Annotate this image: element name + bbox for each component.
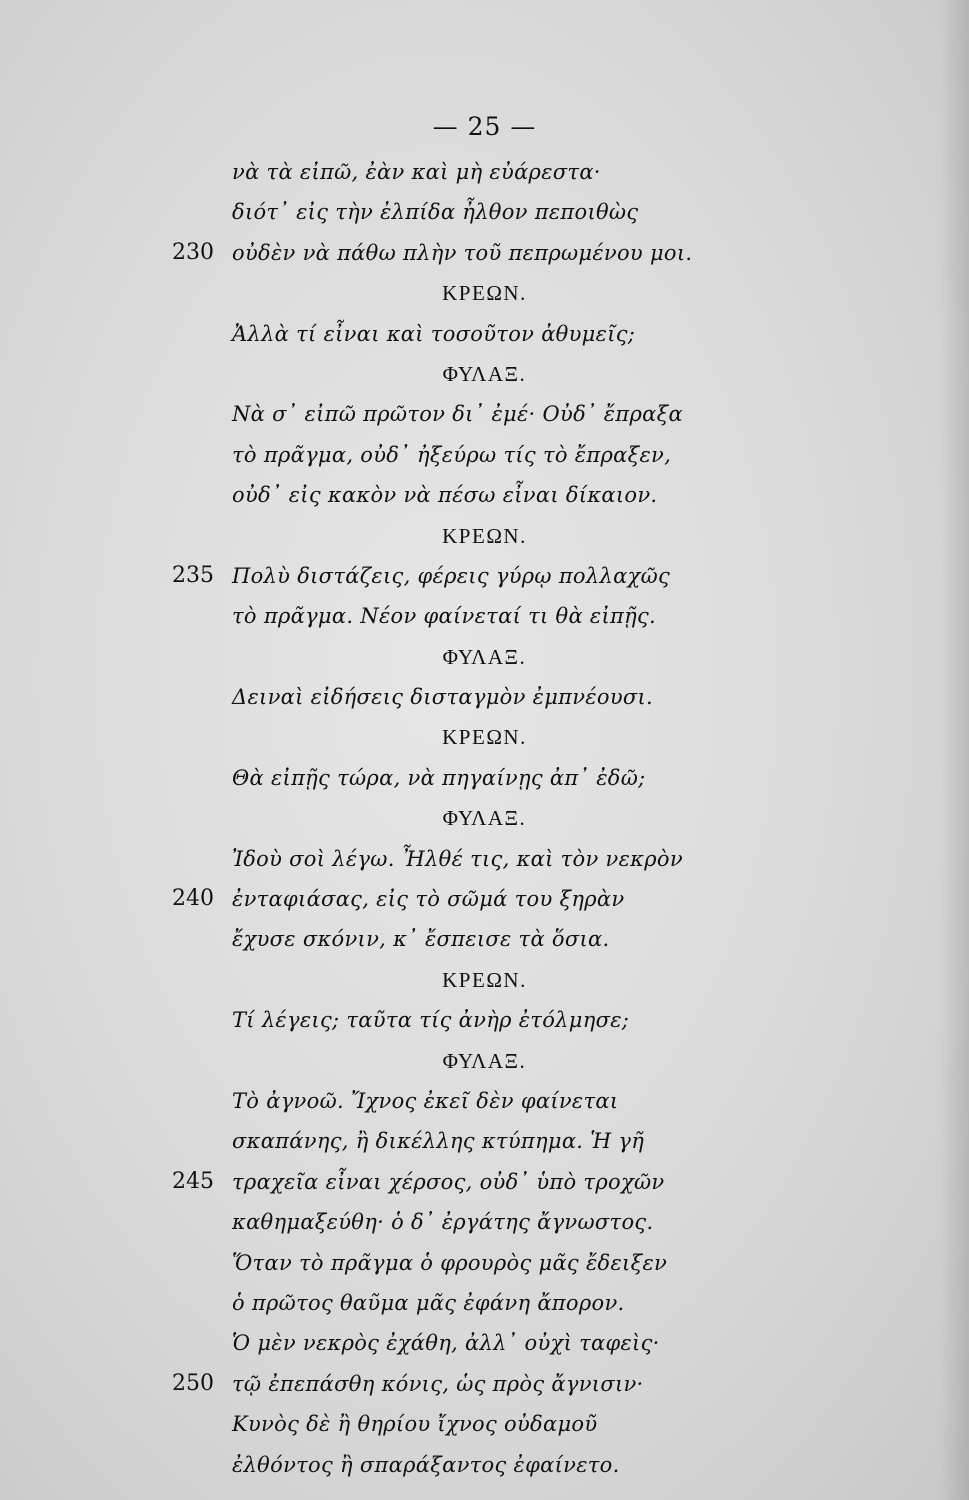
- speaker-line: [0, 798, 969, 838]
- verse-text: ἐνταφιάσας, εἰς τὸ σῶμά του ξηρὰν: [232, 887, 625, 912]
- speaker-line: [0, 637, 969, 677]
- verse-text: ἐλθόντος ἢ σπαράξαντος ἐφαίνετο.: [232, 1452, 620, 1477]
- speaker-line: [0, 516, 969, 556]
- verse-text: τῷ ἐπεπάσθη κόνις, ὡς πρὸς ἄγνισιν·: [232, 1371, 644, 1396]
- verse-text: Ἰδοὺ σοὶ λέγω. Ἦλθέ τις, καὶ τὸν νεκρὸν: [232, 846, 683, 871]
- verse-line: [0, 677, 969, 717]
- verse-line: [0, 919, 969, 959]
- verse-text: τὸ πρᾶγμα, οὐδ᾽ ἠξεύρω τίς τὸ ἔπραξεν,: [232, 442, 672, 467]
- speaker-line: [0, 354, 969, 394]
- verse-line: [0, 394, 969, 434]
- verse-text: Ὅταν τὸ πρᾶγμα ὁ φρουρὸς μᾶς ἔδειξεν: [232, 1250, 668, 1275]
- verse-text: διότ᾽ εἰς τὴν ἐλπίδα ἦλθον πεποιθὼς: [232, 200, 639, 225]
- verse-text: τραχεῖα εἶναι χέρσος, οὐδ᾽ ὑπὸ τροχῶν: [232, 1169, 665, 1194]
- verse-line: [0, 475, 969, 515]
- verse-text: ὁ πρῶτος θαῦμα μᾶς ἐφάνη ἄπορον.: [232, 1290, 625, 1315]
- verse-text: Ὁ μὲν νεκρὸς ἐχάθη, ἀλλ᾽ οὐχὶ ταφεὶς·: [232, 1331, 660, 1356]
- speaker-name: ΚΡΕΩΝ.: [442, 725, 527, 750]
- verse-line: [0, 758, 969, 798]
- verse-line: [0, 435, 969, 475]
- verse-line: [0, 1081, 969, 1121]
- verse-text: Κυνὸς δὲ ἢ θηρίου ἴχνος οὐδαμοῦ: [232, 1412, 598, 1437]
- verse-line: [0, 314, 969, 354]
- verse-line: [0, 1445, 969, 1485]
- verse-line: [0, 1364, 969, 1404]
- speaker-name: ΦΥΛΑΞ.: [442, 644, 527, 669]
- verse-text-body: [0, 152, 969, 1485]
- speaker-name: ΦΥΛΑΞ.: [442, 806, 527, 831]
- speaker-name: ΦΥΛΑΞ.: [442, 361, 527, 386]
- verse-text: οὐδὲν νὰ πάθω πλὴν τοῦ πεπρωμένου μοι.: [232, 240, 693, 265]
- verse-text: Ἀλλὰ τί εἶναι καὶ τοσοῦτον ἀθυμεῖς;: [232, 321, 636, 346]
- verse-text: τὸ πρᾶγμα. Νέον φαίνεταί τι θὰ εἰπῇς.: [232, 604, 657, 629]
- verse-text: Δειναὶ εἰδήσεις δισταγμὸν ἐμπνέουσι.: [232, 685, 654, 710]
- verse-line: [0, 839, 969, 879]
- verse-line: [0, 152, 969, 192]
- verse-text: Πολὺ διστάζεις, φέρεις γύρῳ πολλαχῶς: [232, 563, 671, 588]
- speaker-line: [0, 717, 969, 757]
- verse-text: σκαπάνης, ἢ δικέλλης κτύπημα. Ἡ γῆ: [232, 1129, 645, 1154]
- verse-line: [0, 556, 969, 596]
- verse-text: ἔχυσε σκόνιν, κ᾽ ἔσπεισε τὰ ὅσια.: [232, 927, 610, 952]
- verse-line: [0, 596, 969, 636]
- speaker-name: ΦΥΛΑΞ.: [442, 1048, 527, 1073]
- verse-text: οὐδ᾽ εἰς κακὸν νὰ πέσω εἶναι δίκαιον.: [232, 483, 658, 508]
- speaker-line: [0, 960, 969, 1000]
- line-number: 235: [172, 562, 214, 588]
- verse-text: Τί λέγεις; ταῦτα τίς ἀνὴρ ἐτόλμησε;: [232, 1008, 630, 1033]
- line-number: 230: [172, 239, 214, 265]
- speaker-line: [0, 1041, 969, 1081]
- verse-text: Νὰ σ᾽ εἰπῶ πρῶτον δι᾽ ἐμέ· Οὐδ᾽ ἔπραξα: [232, 402, 683, 427]
- verse-text: Τὸ ἀγνοῶ. Ἴχνος ἐκεῖ δὲν φαίνεται: [232, 1088, 619, 1113]
- verse-line: [0, 1404, 969, 1444]
- verse-text: Θὰ εἰπῇς τώρα, νὰ πηγαίνῃς ἀπ᾽ ἐδῶ;: [232, 765, 646, 790]
- speaker-line: [0, 273, 969, 313]
- verse-text: καθημαξεύθη· ὁ δ᾽ ἐργάτης ἄγνωστος.: [232, 1210, 654, 1235]
- line-number: 240: [172, 886, 214, 912]
- verse-text: νὰ τὰ εἰπῶ, ἐὰν καὶ μὴ εὐάρεστα·: [232, 160, 601, 184]
- line-number: 245: [172, 1168, 214, 1194]
- verse-line: [0, 1202, 969, 1242]
- line-number: 250: [172, 1370, 214, 1396]
- verse-line: [0, 879, 969, 919]
- verse-line: [0, 1283, 969, 1323]
- page-number: — 25 —: [432, 112, 537, 141]
- verse-line: [0, 1162, 969, 1202]
- speaker-name: ΚΡΕΩΝ.: [442, 281, 527, 306]
- speaker-name: ΚΡΕΩΝ.: [442, 967, 527, 992]
- speaker-name: ΚΡΕΩΝ.: [442, 523, 527, 548]
- verse-line: [0, 1243, 969, 1283]
- verse-line: [0, 1323, 969, 1363]
- verse-line: [0, 233, 969, 273]
- verse-line: [0, 1000, 969, 1040]
- verse-line: [0, 192, 969, 232]
- verse-line: [0, 1121, 969, 1161]
